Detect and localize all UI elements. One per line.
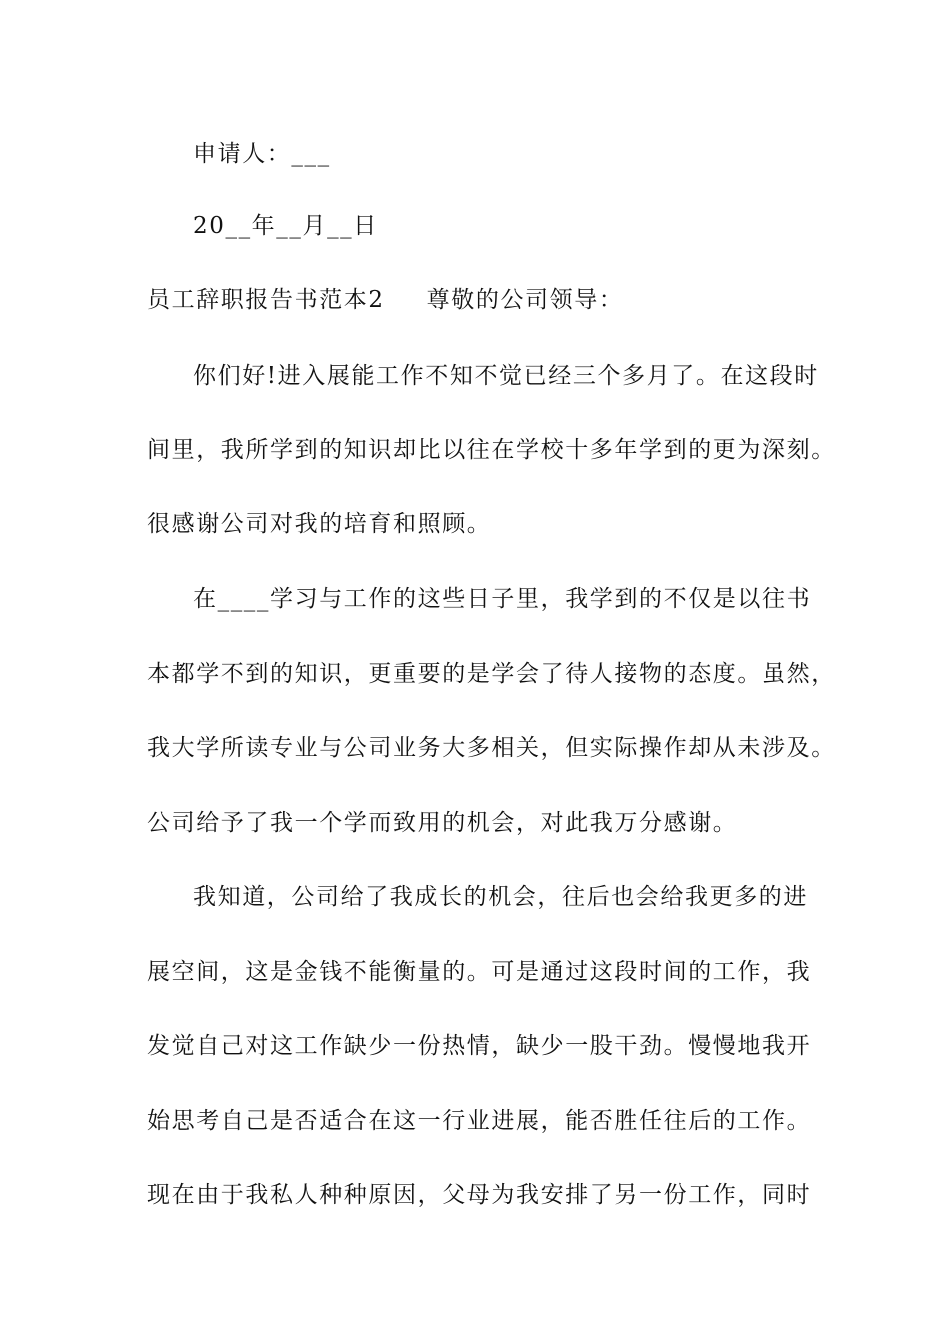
body-line: 本都学不到的知识，更重要的是学会了待人接物的态度。虽然， [147, 661, 836, 687]
body-line: 始思考自己是否适合在这一行业进展，能否胜任往后的工作。 [147, 1108, 812, 1134]
salutation: 尊敬的公司领导： [426, 287, 624, 313]
body-line: 我知道，公司给了我成长的机会，往后也会给我更多的进 [193, 884, 808, 910]
body-line: 展空间，这是金钱不能衡量的。可是通过这段时间的工作，我 [147, 959, 812, 985]
body-line: 现在由于我私人种种原因，父母为我安排了另一份工作，同时 [147, 1182, 812, 1208]
body-line: 发觉自己对这工作缺少一份热情，缺少一股干劲。慢慢地我开 [147, 1033, 812, 1059]
body-line: 很感谢公司对我的培育和照顾。 [147, 511, 492, 537]
body-line: 公司给予了我一个学而致用的机会，对此我万分感谢。 [147, 810, 738, 836]
section-heading [147, 285, 837, 315]
body-line: 你们好!进入展能工作不知不觉已经三个多月了。在这段时 [193, 363, 819, 389]
body-line: 间里，我所学到的知识却比以往在学校十多年学到的更为深刻。 [147, 437, 836, 463]
body-line: 在____学习与工作的这些日子里，我学到的不仅是以往书 [193, 586, 812, 612]
date-line: 20__年__月__日 [193, 213, 378, 239]
applicant-line: 申请人：___ [193, 141, 331, 167]
body-line: 我大学所读专业与公司业务大多相关，但实际操作却从未涉及。 [147, 735, 836, 761]
section-title: 员工辞职报告书范本2 [147, 287, 385, 313]
